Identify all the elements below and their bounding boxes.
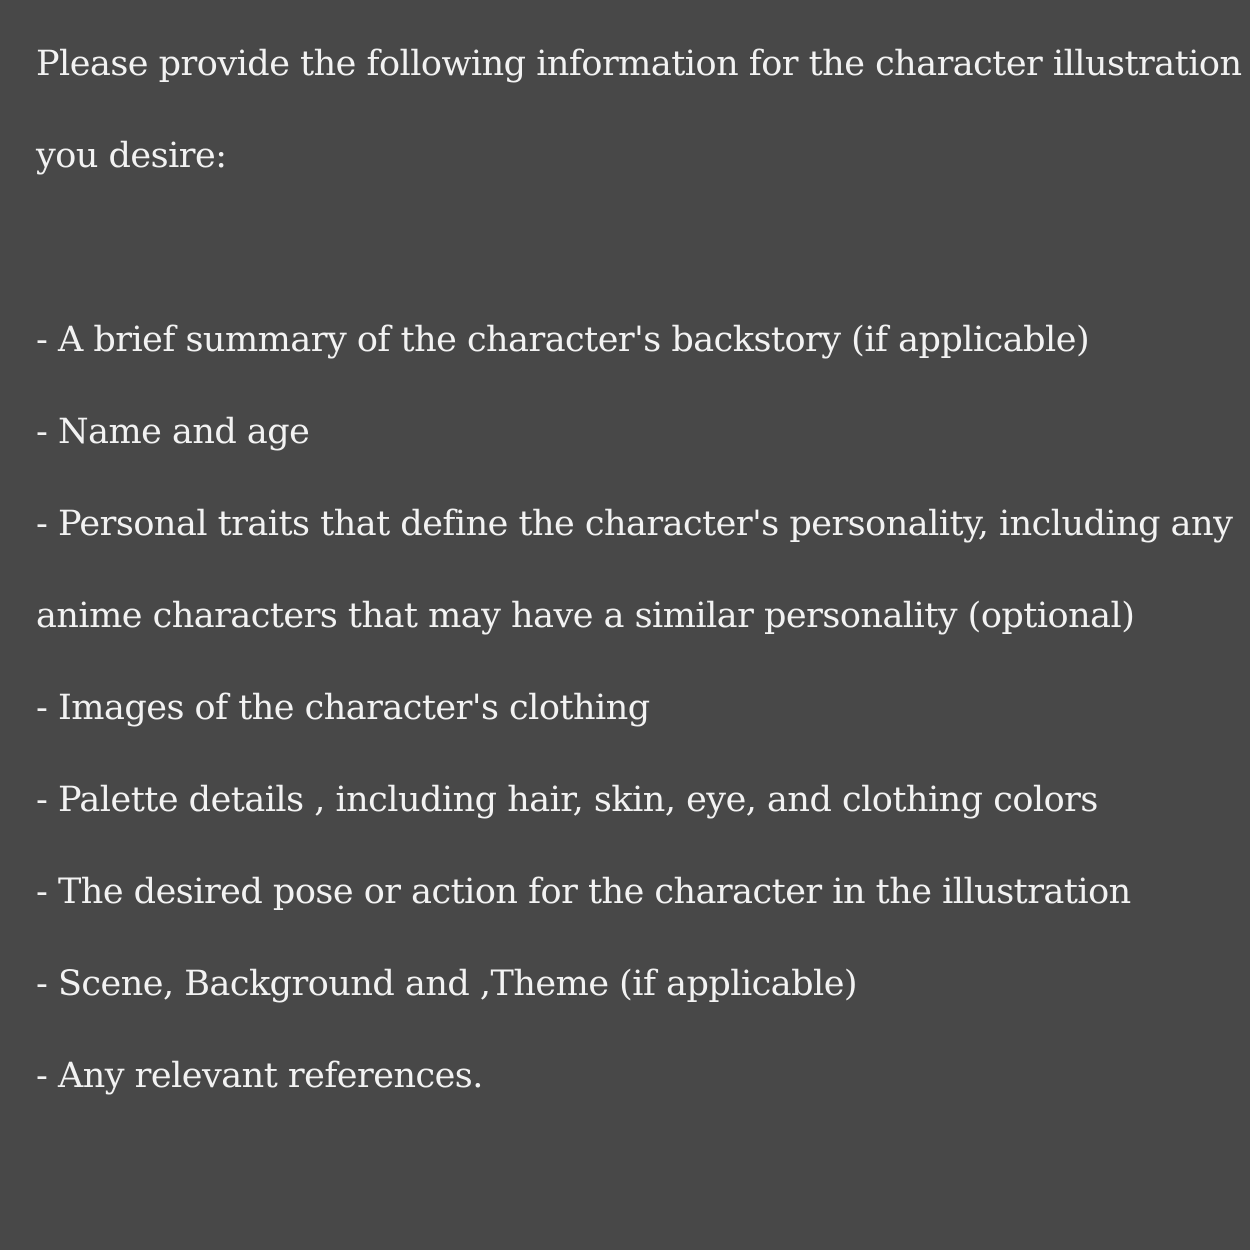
blank-line [36, 202, 1214, 294]
list-item-scene: - Scene, Background and ,Theme (if applicable) [36, 964, 858, 1004]
list-item-backstory: - A brief summary of the character's backstory (if applicable) [36, 320, 1090, 360]
document-text [36, 18, 1242, 1122]
intro-line-2: you desire: [36, 136, 227, 176]
list-item-pose: - The desired pose or action for the character in the illustration [36, 872, 1131, 912]
list-item-clothing-images: - Images of the character's clothing [36, 688, 650, 728]
list-item-name-age: - Name and age [36, 412, 310, 452]
intro-line-1: Please provide the following information for the character illustration [36, 44, 1242, 84]
list-item-personality-line-1: - Personal traits that define the character's personality, including any [36, 504, 1233, 544]
list-item-references: - Any relevant references. [36, 1056, 483, 1096]
list-item-palette: - Palette details , including hair, skin, eye, and clothing colors [36, 780, 1098, 820]
list-item-personality-line-2: anime characters that may have a similar personality (optional) [36, 596, 1135, 636]
